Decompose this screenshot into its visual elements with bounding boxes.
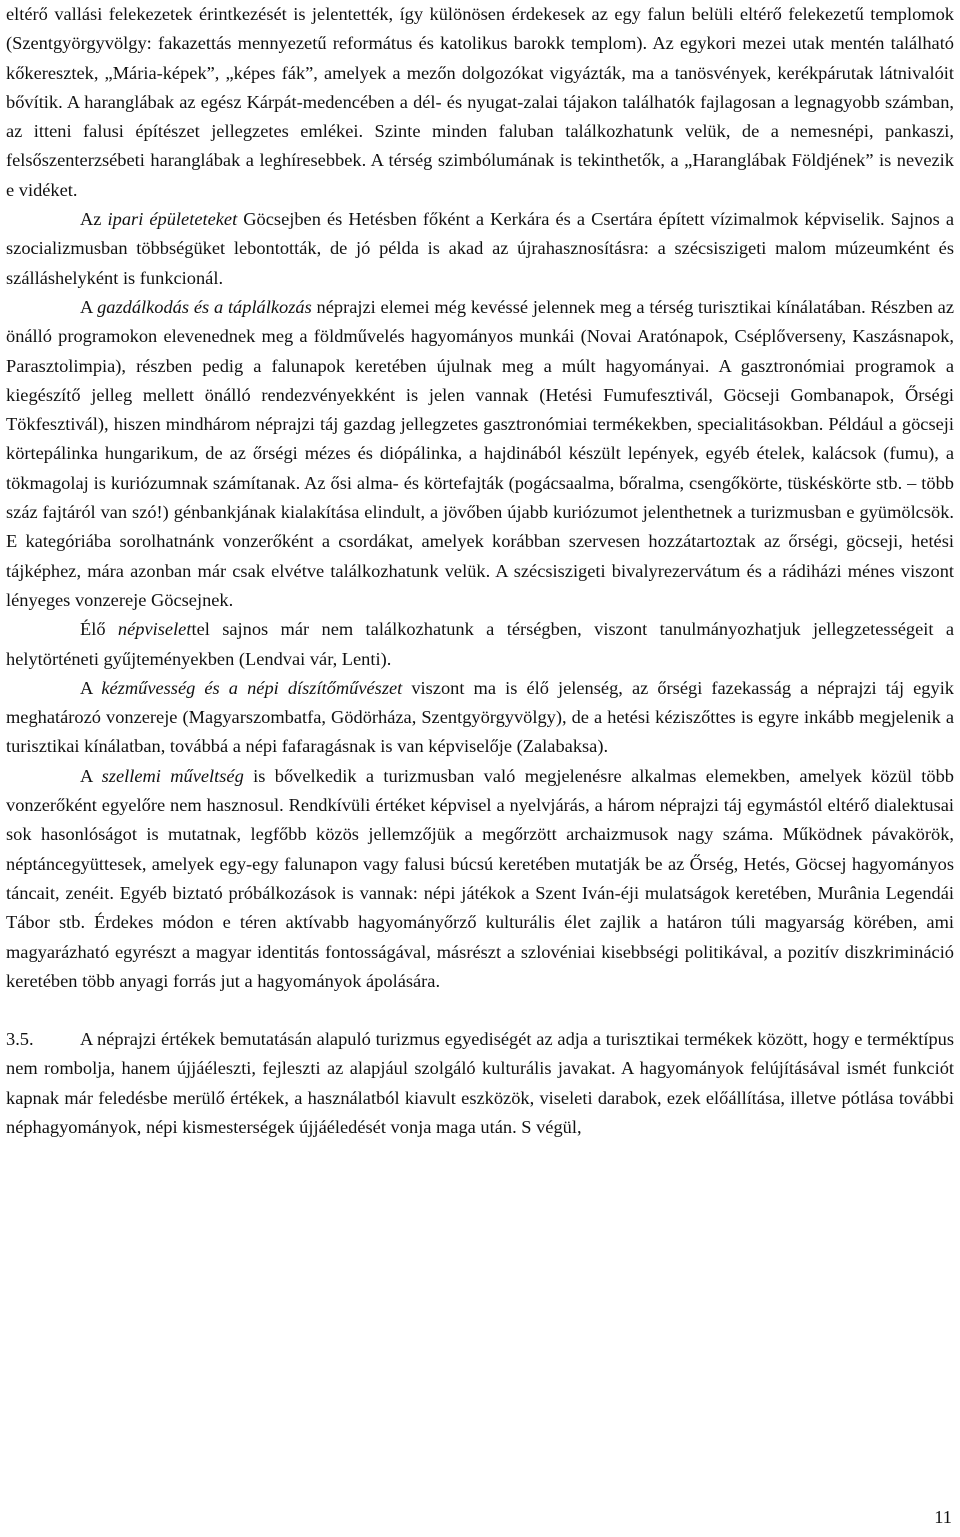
section-3-5-paragraph — [6, 1025, 954, 1142]
paragraph-1 — [6, 0, 954, 205]
text-run: eltérő vallási felekezetek érintkezését is jelentették, így különösen érdekesek az egy falun belüli eltérő felekezetű templomok (Szentgyörgyvölgy: fakazettás mennyezetű református és katolikus barokk templom). Az egykori mezei utak mentén található kőkeresztek, „Mária-képek”, „képes fák”, amelyek a mezőn dolgozókat vigyázták, ma a tanösvények, kerékpárutak látnivalóit bővítik. A haranglábak az egész Kárpát-medencében a dél- és nyugat-zalai tájakon találhatók fajlagosan a legnagyobb számban, az itteni falusi építészet jellegzetes emlékei. Szinte minden faluban találkozhatunk velük, de a nemesnépi, pankaszi, felsőszenterzsébeti haranglábak a leghíresebbek. A térség szimbólumának is tekinthetők, a „Haranglábak Földjének” is nevezik e vidéket. — [6, 4, 954, 200]
section-text: A néprajzi értékek bemutatásán alapuló turizmus egyediségét az adja a turisztikai termékek között, hogy e terméktípus nem rombolja, hanem újjáéleszti, fejleszti az alapjául szolgáló kulturális javakat. A hagyományok felújításával ismét funkciót kapnak már feledésbe merülő értékek, a használatból kiavult eszközök, viseleti darabok, ezek előállítása, illetve pótlása további néphagyományok, népi kismesterségek újjáéledését vonja maga után. S végül, — [6, 1029, 954, 1137]
page-number: 11 — [934, 1507, 952, 1527]
paragraph-handicrafts — [6, 674, 954, 762]
text-run: is bővelkedik a turizmusban való megjelenésre alkalmas elemekben, amelyek közül több vonzerőként egyelőre nem hasznosul. Rendkívüli értéket képvisel a nyelvjárás, a három néprajzi táj egymástól eltérő dialektusai sok hasonlóságot is mutatnak, legfőbb közös jellemzőjük a megőrzött archaizmusok nagy száma. Működnek pávakörök, néptáncegyüttesek, amelyek egy-egy falunapon vagy falusi búcsú keretében mutatják be az Őrség, Hetés, Göcsej hagyományos táncait, zenéit. Egyéb biztató próbálkozások is vannak: népi játékok a Szent Iván-éji mulatságok keretében, Murânia Legendái Tábor stb. Érdekes módon e téren aktívabb hagyományőrző kulturális élet zajlik a határon túli magyarság körében, ami magyarázható egyrészt a magyar identitás fontosságával, másrészt a szlovéniai kisebbségi politikával, a pozitív diszkrimináció keretében több anyagi forrás jut a hagyományok ápolására. — [6, 765, 954, 991]
italic-term: népviselet — [117, 619, 192, 640]
text-run: Göcsejben és Hetésben főként a Kerkára és a Csertára épített vízimalmok képviselik. Sajnos a szocializmusban többségüket lebontották, de jó példa is akad az újrahasznosításra: a szécsiszigeti malom múzeumként és szálláshelyként is funkcionál. — [6, 209, 954, 288]
text-run: A — [80, 677, 102, 698]
text-run: viszont ma is élő jelenség, az őrségi fazekasság a néprajzi táj egyik meghatározó vonzereje (Magyarszombatfa, Gödörháza, Szentgyörgyvölgy), de a hetési kéziszőttes is egyre inkább megjelenik a turisztikai kínálatban, továbbá a népi fafaragásnak is van képviselője (Zalabaksa). — [6, 677, 954, 757]
document-page — [6, 0, 954, 1142]
text-run: A — [80, 765, 102, 786]
text-run: néprajzi elemei még kevéssé jelennek meg a térség turisztikai kínálatában. Részben az önálló programokon elevenednek meg a földművelés hagyományos munkái (Novai Aratónapok, Cséplőverseny, Kaszásnapok, Parasztolimpia), részben pedig a falunapok keretében újulnak meg a múlt hagyományai. A gasztronómiai programok a kiegészítő jelleg mellett önálló rendezvényekként is jelen vannak (Hetési Fumufesztivál, Göcseji Gombanapok, Őrségi Tökfesztivál), hiszen mindhárom néprajzi táj gazdag jellegzetes gasztronómiai termékekben, specialitásokban. Például a göcseji körtepálinka hungarikum, de az őrségi mézes és diópálinka, a hajdinából készült lepények, egyéb ételek, kalácsok (fumu), a tökmagolaj is kuriózumnak számítanak. Az ősi alma- és körtefajták (pogácsaalma, bőralma, csengőkörte, tüskéskörte stb. – több száz fajtáról van szó!) génbankjának kialakítása elindult, a jövőben újabb kuriózumot jelenthetnek a turizmusban e gyümölcsök. E kategóriába sorolhatnánk vonzerőként a csordákat, amelyek korábban szervesen hozzátartoztak az őrségi, göcseji, hetési tájképhez, mára azonban már csak elvétve találkozhatunk velük. A szécsiszigeti bivalyrezervátum és a rádiházi ménes viszont lényeges vonzereje Göcsejnek. — [6, 296, 954, 610]
text-run: Az — [80, 209, 108, 230]
paragraph-folk-costume — [6, 615, 954, 674]
italic-term: kézművesség és a népi díszítőművészet — [101, 677, 403, 698]
section-number: 3.5. — [6, 1029, 34, 1050]
paragraph-spiritual-culture — [6, 762, 954, 996]
paragraph-industrial-buildings — [6, 205, 954, 293]
italic-term: szellemi műveltség — [101, 765, 244, 786]
text-run: tel sajnos már nem találkozhatunk a térségben, viszont tanulmányozhatjuk jellegzetességeit a helytörténeti gyűjteményekben (Lendvai vár, Lenti). — [6, 619, 954, 669]
paragraph-farming-and-food — [6, 293, 954, 615]
italic-term: gazdálkodás és a táplálkozás — [97, 296, 312, 317]
text-run: Élő — [80, 619, 118, 640]
text-run: A — [80, 296, 98, 317]
italic-term: ipari épületeteket — [107, 209, 238, 230]
